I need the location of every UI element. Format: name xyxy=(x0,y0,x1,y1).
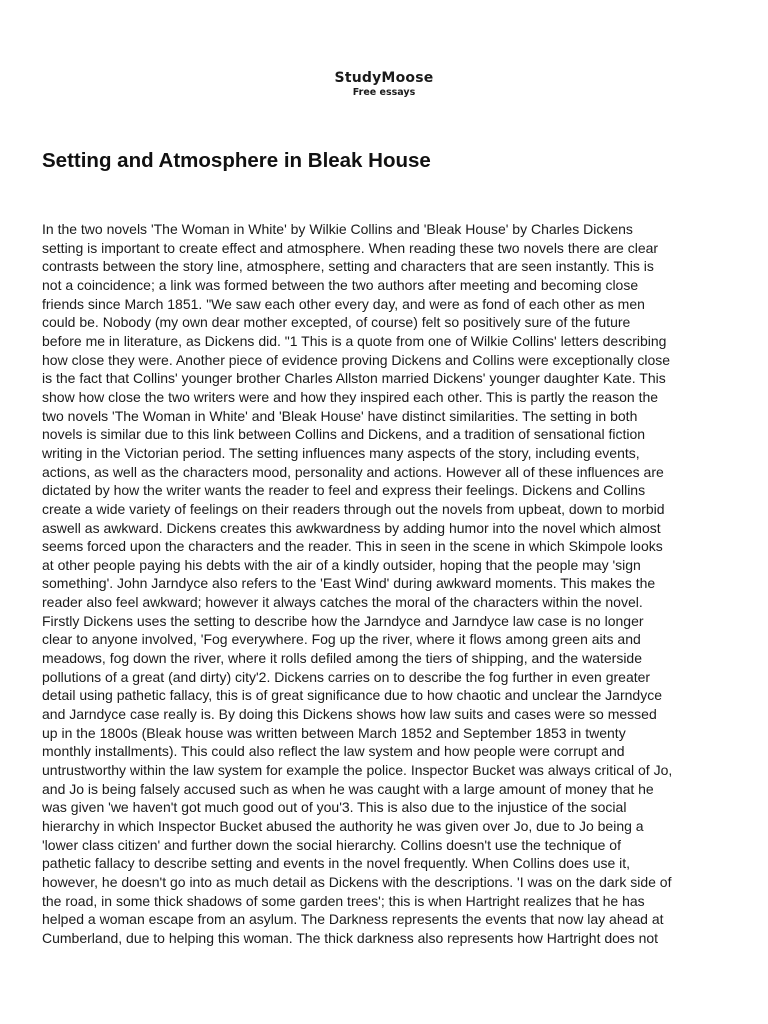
essay-text-line: novels is similar due to this link between Collins and Dickens, and a tradition of sensational fiction xyxy=(42,426,646,443)
essay-text-line: how close they were. Another piece of evidence proving Dickens and Collins were exceptionally close xyxy=(42,351,671,368)
essay-text-line: In the two novels 'The Woman in White' by Wilkie Collins and 'Bleak House' by Charles Dickens xyxy=(42,221,633,237)
essay-text-line: is the fact that Collins' younger brother Charles Allston married Dickens' younger daughter Kate. This xyxy=(42,370,666,387)
essay-text-line: untrustworthy within the law system for example the police. Inspector Bucket was always critical of Jo, xyxy=(42,762,673,779)
site-header xyxy=(0,70,768,99)
essay-text-line: hierarchy in which Inspector Bucket abused the authority he was given over Jo, due to Jo being a xyxy=(42,818,644,834)
essay-title: Setting and Atmosphere in Bleak House xyxy=(42,149,431,172)
essay-text-line: and Jo is being falsely accused such as when he was caught with a large amount of money that he xyxy=(42,780,654,797)
essay-text-line: however, he doesn't go into as much detail as Dickens with the descriptions. 'I was on the dark side of xyxy=(42,873,672,890)
essay-text-line: pollutions of a great (and dirty) city'2. Dickens carries on to describe the fog further in even greater xyxy=(42,668,651,685)
studymoose-logo[interactable]: StudyMoose xyxy=(334,70,434,86)
essay-text-line: create a wide variety of feelings on their readers through out the novels from upbeat, down to morbid xyxy=(42,500,665,517)
essay-text-line: Firstly Dickens uses the setting to describe how the Jarndyce and Jarndyce law case is no longer xyxy=(42,612,644,629)
essay-text-line: at other people paying his debts with the air of a kindly outsider, hoping that the people may 'sign xyxy=(42,556,641,573)
essay-text-line: clear to anyone involved, 'Fog everywhere. Fog up the river, where it flows among green aits and xyxy=(42,631,641,648)
essay-text-line: could be. Nobody (my own dear mother excepted, of course) felt so positively sure of the future xyxy=(42,314,631,331)
site-tagline: Free essays xyxy=(352,87,416,98)
essay-text-line: up in the 1800s (Bleak house was written between March 1852 and September 1853 in twenty xyxy=(42,724,626,741)
essay-text-line: before me in literature, as Dickens did. "1 This is a quote from one of Wilkie Collins' letters describing xyxy=(42,332,667,349)
essay-text-line: aswell as awkward. Dickens creates this awkwardness by adding humor into the novel which almost xyxy=(42,519,661,536)
essay-text-line: was given 'we haven't got much good out of you'3. This is also due to the injustice of the social xyxy=(42,799,627,816)
essay-text-line: Cumberland, due to helping this woman. The thick darkness also represents how Hartright does not xyxy=(42,929,659,946)
essay-text-line: the road, in some thick shadows of some garden trees'; this is when Hartright realizes that he has xyxy=(42,892,645,909)
essay-text-line: two novels 'The Woman in White' and 'Bleak House' have distinct similarities. The setting in both xyxy=(42,407,638,424)
essay-text-line: actions, as well as the characters mood, personality and actions. However all of these influences are xyxy=(42,463,664,480)
essay-text-line: helped a woman escape from an asylum. The Darkness represents the events that now lay ahead at xyxy=(42,911,664,928)
essay-text-line: setting is important to create effect and atmosphere. When reading these two novels there are clear xyxy=(42,239,659,256)
essay-text-line: writing in the Victorian period. The setting influences many aspects of the story, including events, xyxy=(42,444,640,461)
essay-body xyxy=(42,220,734,948)
essay-text-line: monthly installments). This could also reflect the law system and how people were corrupt and xyxy=(42,743,625,760)
essay-text-line: seems forced upon the characters and the reader. This in seen in the scene in which Skimpole looks xyxy=(42,538,663,555)
essay-text-line: and Jarndyce case really is. By doing this Dickens shows how law suits and cases were so messed xyxy=(42,706,657,723)
essay-text-line: show how close the two writers were and how they inspired each other. This is partly the reason the xyxy=(42,388,659,405)
essay-text-line: pathetic fallacy to describe setting and events in the novel frequently. When Collins does use it, xyxy=(42,855,631,872)
essay-text-line: reader also feel awkward; however it always catches the moral of the characters within the novel. xyxy=(42,594,643,611)
essay-text-line: friends since March 1851. "We saw each other every day, and were as fond of each other as men xyxy=(42,295,645,312)
essay-text-line: detail using pathetic fallacy, this is of great significance due to how chaotic and unclear the Jarndyce xyxy=(42,687,662,704)
essay-text-line: something'. John Jarndyce also refers to the 'East Wind' during awkward moments. This makes the xyxy=(42,575,656,592)
essay-text-line: meadows, fog down the river, where it rolls defiled among the tiers of shipping, and the waterside xyxy=(42,650,642,667)
essay-text-line: not a coincidence; a link was formed between the two authors after meeting and becoming close xyxy=(42,276,639,293)
essay-text-line: contrasts between the story line, atmosphere, setting and characters that are seen instantly. This is xyxy=(42,258,654,275)
essay-text-line: 'lower class citizen' and further down the social hierarchy. Collins doesn't use the technique of xyxy=(42,836,621,853)
essay-text-line: dictated by how the writer wants the reader to feel and express their feelings. Dickens and Collins xyxy=(42,482,646,499)
